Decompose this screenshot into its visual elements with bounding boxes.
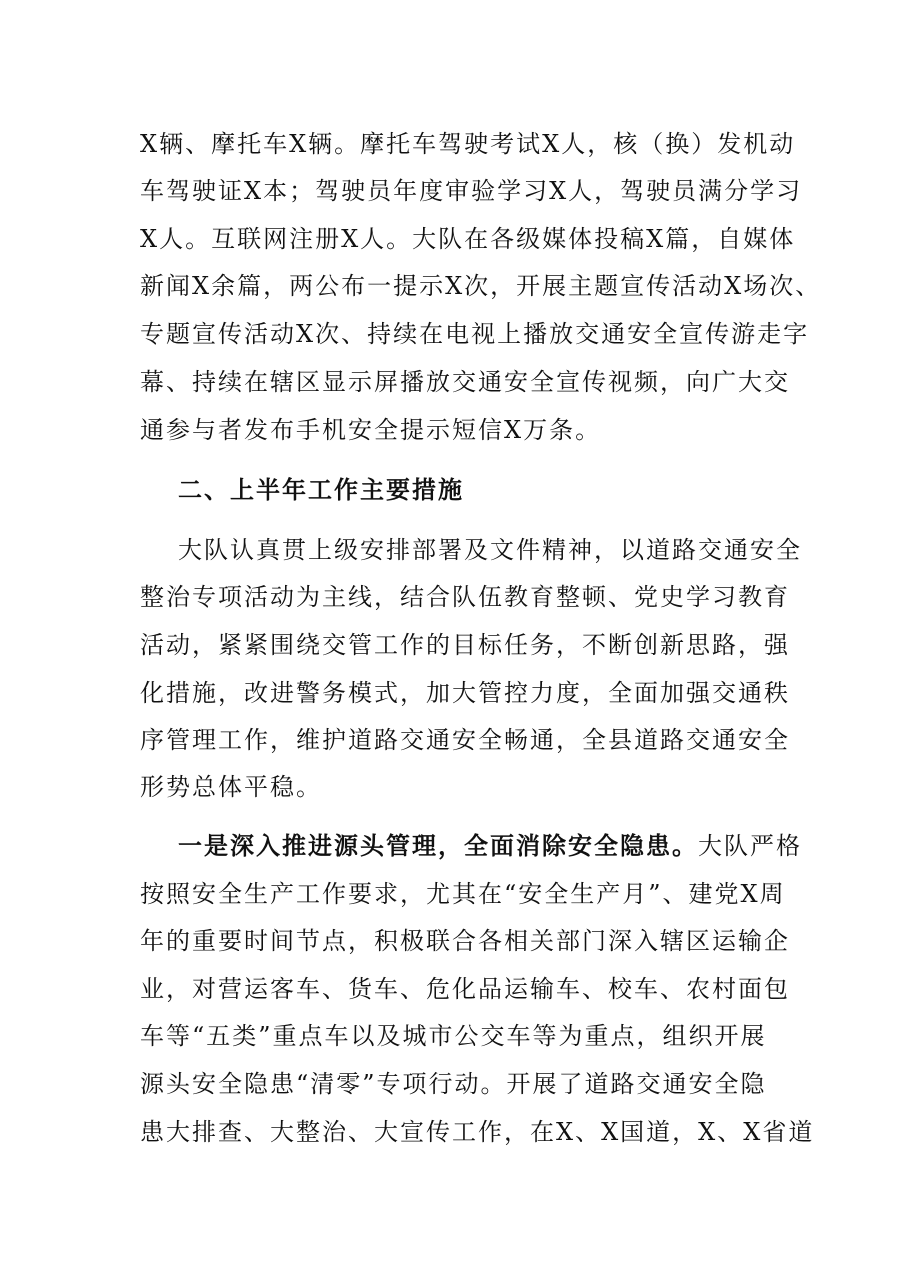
section-heading: 二、上半年工作主要措施 (178, 476, 464, 504)
bold-lead-text: 一是深入推进源头管理，全面消除安全隐患。 (178, 831, 698, 860)
paragraph-line: X辆、摩托车X辆。摩托车驾驶考试X人，核（换）发机动 (140, 130, 796, 158)
paragraph-line: 按照安全生产工作要求，尤其在“安全生产月”、建党X周 (140, 880, 786, 908)
paragraph-first-line (178, 831, 818, 861)
paragraph-line: 序管理工作，维护道路交通安全畅通，全县道路交通安全 (140, 726, 790, 754)
paragraph-line: 车等“五类”重点车以及城市公交车等为重点，组织开展 (140, 1022, 767, 1050)
paragraph-line: X人。互联网注册X人。大队在各级媒体投稿X篇，自媒体 (140, 225, 796, 253)
paragraph-line: 车驾驶证X本；驾驶员年度审验学习X人，驾驶员满分学习 (140, 177, 803, 205)
paragraph-line: 幕、持续在辖区显示屏播放交通安全宣传视频，向广大交 (140, 368, 790, 396)
paragraph-line: 活动，紧紧围绕交管工作的目标任务，不断创新思路，强 (140, 631, 790, 659)
paragraph-line: 年的重要时间节点，积极联合各相关部门深入辖区运输企 (140, 927, 790, 955)
paragraph-line: 新闻X余篇，两公布一提示X次，开展主题宣传活动X场次、 (140, 272, 822, 300)
paragraph-line: 大队认真贯上级安排部署及文件精神，以道路交通安全 (178, 536, 802, 564)
paragraph-line: 业，对营运客车、货车、危化品运输车、校车、农村面包 (140, 975, 790, 1003)
paragraph-line: 通参与者发布手机安全提示短信X万条。 (140, 416, 602, 444)
lead-rest-text: 大队严格 (698, 832, 802, 860)
paragraph-line: 源头安全隐患“清零”专项行动。开展了道路交通安全隐 (140, 1070, 767, 1098)
paragraph-line: 化措施，改进警务模式，加大管控力度，全面加强交通秩 (140, 679, 790, 707)
paragraph-line: 形势总体平稳。 (140, 773, 322, 801)
paragraph-line: 专题宣传活动X次、持续在电视上播放交通安全宣传游走字 (140, 320, 810, 348)
paragraph-line: 整治专项活动为主线，结合队伍教育整顿、党史学习教育 (140, 583, 790, 611)
paragraph-line: 患大排查、大整治、大宣传工作，在X、X国道，X、X省道 (140, 1118, 815, 1146)
